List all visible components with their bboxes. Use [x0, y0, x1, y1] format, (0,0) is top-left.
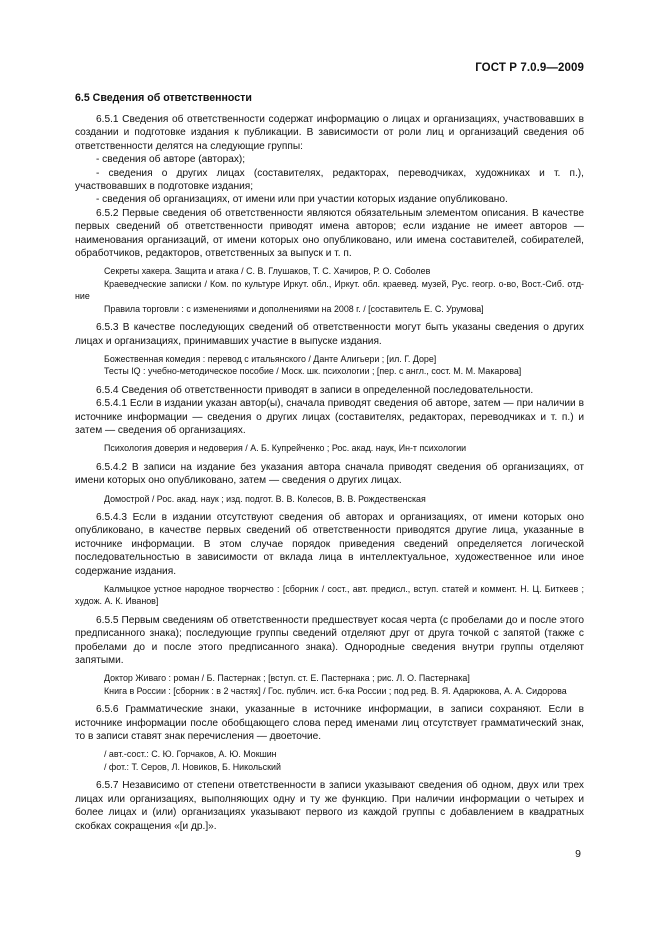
- example-text: Психология доверия и недоверия / А. Б. Купрейченко ; Рос. акад. наук, Ин-т психологии: [104, 443, 467, 454]
- paragraph-6-5-4: 6.5.4 Сведения об ответственности приводят в записи в определенной последовательности.: [96, 384, 534, 396]
- document-code: ГОСТ Р 7.0.9—2009: [475, 62, 584, 74]
- paragraph-6-5-5: 6.5.5 Первым сведениям об ответственности предшествует косая черта (с пробелами до и после этого предписанного знака); последующие группы сведений отделяют друг от друга точкой с запятой (также с пробелами до и после этого предписанного знака). Однородные сведения внутри группы отделяют запятыми.: [75, 614, 584, 667]
- example-text: Правила торговли : с изменениями и дополнениями на 2008 г. / [составитель Е. С. Урумова]: [104, 303, 484, 314]
- example-block-6: [75, 672, 584, 697]
- list-item-other-persons: - сведения о других лицах (составителях, редакторах, переводчиках, художниках и т. п.), участвовавших в подготовке издания;: [75, 167, 584, 193]
- example-text: Книга в России : [сборник : в 2 частях] / Гос. публич. ист. б-ка России ; под ред. В. Я. Адарюкова, А. А. Сидорова: [104, 685, 567, 696]
- example-block-2: [75, 353, 584, 378]
- paragraph-6-5-2: 6.5.2 Первые сведения об ответственности являются обязательным элементом описания. В качестве первых сведений об ответственности приводят имена авторов; если издание не имеет авторов — наименования организаций, от имени которых оно опубликовано, или имена составителей, собирателей, обработчиков, редакторов, ответственных за выпуск и т. п.: [75, 207, 584, 260]
- section-heading: 6.5 Сведения об ответственности: [75, 92, 252, 104]
- example-block-5: [75, 583, 584, 608]
- paragraph-6-5-6: 6.5.6 Грамматические знаки, указанные в источнике информации, в записи сохраняют. Если в источнике информации после обобщающего слова перед именами лиц отсутствует грамматический знак, то в записи ставят знак перечисления — двоеточие.: [75, 704, 584, 743]
- example-text: Калмыцкое устное народное творчество : [сборник / сост., авт. предисл., вступ. статей и коммент. Н. Ц. Биткеев ; худож. А. К. Иванов]: [75, 584, 584, 607]
- example-text: Домострой / Рос. акад. наук ; изд. подгот. В. В. Колесов, В. В. Рождественская: [104, 493, 426, 504]
- example-text: Доктор Живаго : роман / Б. Пастернак ; [вступ. ст. Е. Пастернака ; рис. Л. О. Пастернака]: [104, 673, 470, 684]
- example-block-3: [75, 442, 584, 454]
- list-item-organizations: - сведения об организациях, от имени или при участии которых издание опубликовано.: [96, 194, 508, 206]
- paragraph-6-5-1-text: 6.5.1 Сведения об ответственности содержат информацию о лицах и организациях, участвовавших в создании и подготовке издания к публикации. В зависимости от роли лиц и организаций сведения об ответственности делятся на следующие группы:: [75, 114, 584, 152]
- example-text: Краеведческие записки / Ком. по культуре Иркут. обл., Иркут. обл. краевед. музей, Рус. геогр. о-во, Вост.-Сиб. отд-ние: [75, 278, 584, 302]
- document-body: [75, 92, 584, 833]
- paragraph-6-5-4-1: 6.5.4.1 Если в издании указан автор(ы), сначала приводят сведения об авторе, затем — при наличии в источнике информации — сведения о других лицах (составителях, редакторах, переводчиках и т. п.) и затем — сведения об организациях.: [75, 398, 584, 436]
- example-text: / авт.-сост.: С. Ю. Горчаков, А. Ю. Мокшин: [104, 749, 277, 760]
- example-block-4: [75, 493, 584, 505]
- example-text: Тесты IQ : учебно-методическое пособие / Моск. шк. психологии ; [пер. с англ., сост. М. М. Макарова]: [104, 366, 522, 377]
- paragraph-6-5-4-3: 6.5.4.3 Если в издании отсутствуют сведения об авторах и организациях, от имени которых оно опубликовано, в качестве первых сведений об ответственности приводятся другие лица, указанные в источнике информации. В этом случае порядок приведения сведений определяется логической последовательностью в зависимости от вклада лица в интеллектуальное, художественное или иное содержание издания.: [75, 511, 584, 577]
- paragraph-6-5-4-2: 6.5.4.2 В записи на издание без указания автора сначала приводят сведения об организациях, от имени которых оно опубликовано, затем — сведения о других лицах.: [75, 461, 584, 487]
- paragraph-6-5-3: 6.5.3 В качестве последующих сведений об ответственности могут быть указаны сведения о других лицах и организациях, принимавших участие в выпуске издания.: [75, 322, 584, 347]
- example-block-7: [75, 748, 584, 773]
- page-number: 9: [575, 848, 581, 860]
- example-text: Секреты хакера. Защита и атака / С. В. Глушаков, Т. С. Хачиров, Р. О. Соболев: [104, 266, 431, 277]
- list-item-authors: - сведения об авторе (авторах);: [96, 154, 246, 166]
- paragraph-6-5-7: 6.5.7 Независимо от степени ответственности в записи указывают сведения об одном, двух или трех лицах или организациях, выполняющих одну и ту же функцию. При наличии информации о четырех и более лицах и (или) организациях указывают первого из каждой группы с добавлением в квадратных скобках сокращения «[и др.]».: [75, 780, 584, 832]
- example-text: Божественная комедия : перевод с итальянского / Данте Алигьери ; [ил. Г. Доре]: [104, 353, 437, 364]
- example-block-1: [75, 265, 584, 315]
- paragraph-6-5-1: [75, 113, 584, 153]
- example-text: / фот.: Т. Серов, Л. Новиков, Б. Никольский: [104, 761, 281, 772]
